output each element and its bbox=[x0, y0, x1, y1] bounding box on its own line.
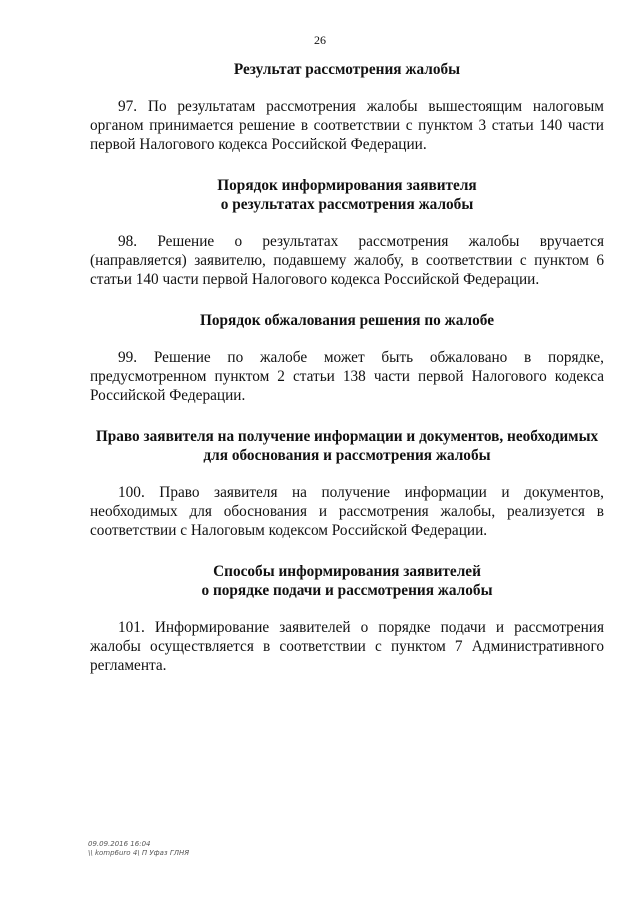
file-stamp-footer bbox=[88, 840, 189, 858]
footer-path: \\ komp6uro 4\ П Уфаз ГЛНЯ bbox=[88, 849, 190, 857]
section-heading-informing: Порядок информирования заявителя о результатах рассмотрения жалобы bbox=[217, 177, 477, 213]
paragraph-98: 98. Решение о результатах рассмотрения жалобы вручается (направляется) заявителю, подавшему жалобу, в соответствии с пунктом 6 статьи 140 части первой Налогового кодекса Российской Федерации. bbox=[90, 233, 604, 288]
section-heading-result: Результат рассмотрения жалобы bbox=[233, 61, 461, 78]
section-heading-appeal: Порядок обжалования решения по жалобе bbox=[200, 312, 494, 329]
footer-timestamp: 09.09.2016 16:04 bbox=[88, 840, 151, 848]
paragraph-100: 100. Право заявителя на получение информации и документов, необходимых для обоснования и рассмотрения жалобы, реализуется в соответствии с Налоговым кодексом Российской Федерации. bbox=[90, 484, 604, 539]
section-heading-ways-informing: Способы информирования заявителей о порядке подачи и рассмотрения жалобы bbox=[201, 563, 493, 599]
paragraph-97: 97. По результатам рассмотрения жалобы вышестоящим налоговым органом принимается решение в соответствии с пунктом 3 статьи 140 части первой Налогового кодекса Российской Федерации. bbox=[90, 98, 604, 153]
page-number: 26 bbox=[314, 33, 326, 47]
document-body bbox=[90, 60, 604, 675]
paragraph-101: 101. Информирование заявителей о порядке подачи и рассмотрения жалобы осуществляется в соответствии с пунктом 7 Административного регламента. bbox=[90, 619, 604, 674]
section-heading-right-to-info: Право заявителя на получение информации и документов, необходимых для обоснования и рассмотрения жалобы bbox=[95, 428, 599, 464]
paragraph-99: 99. Решение по жалобе может быть обжаловано в порядке, предусмотренном пунктом 2 статьи 138 части первой Налогового кодекса Российской Федерации. bbox=[90, 349, 604, 404]
